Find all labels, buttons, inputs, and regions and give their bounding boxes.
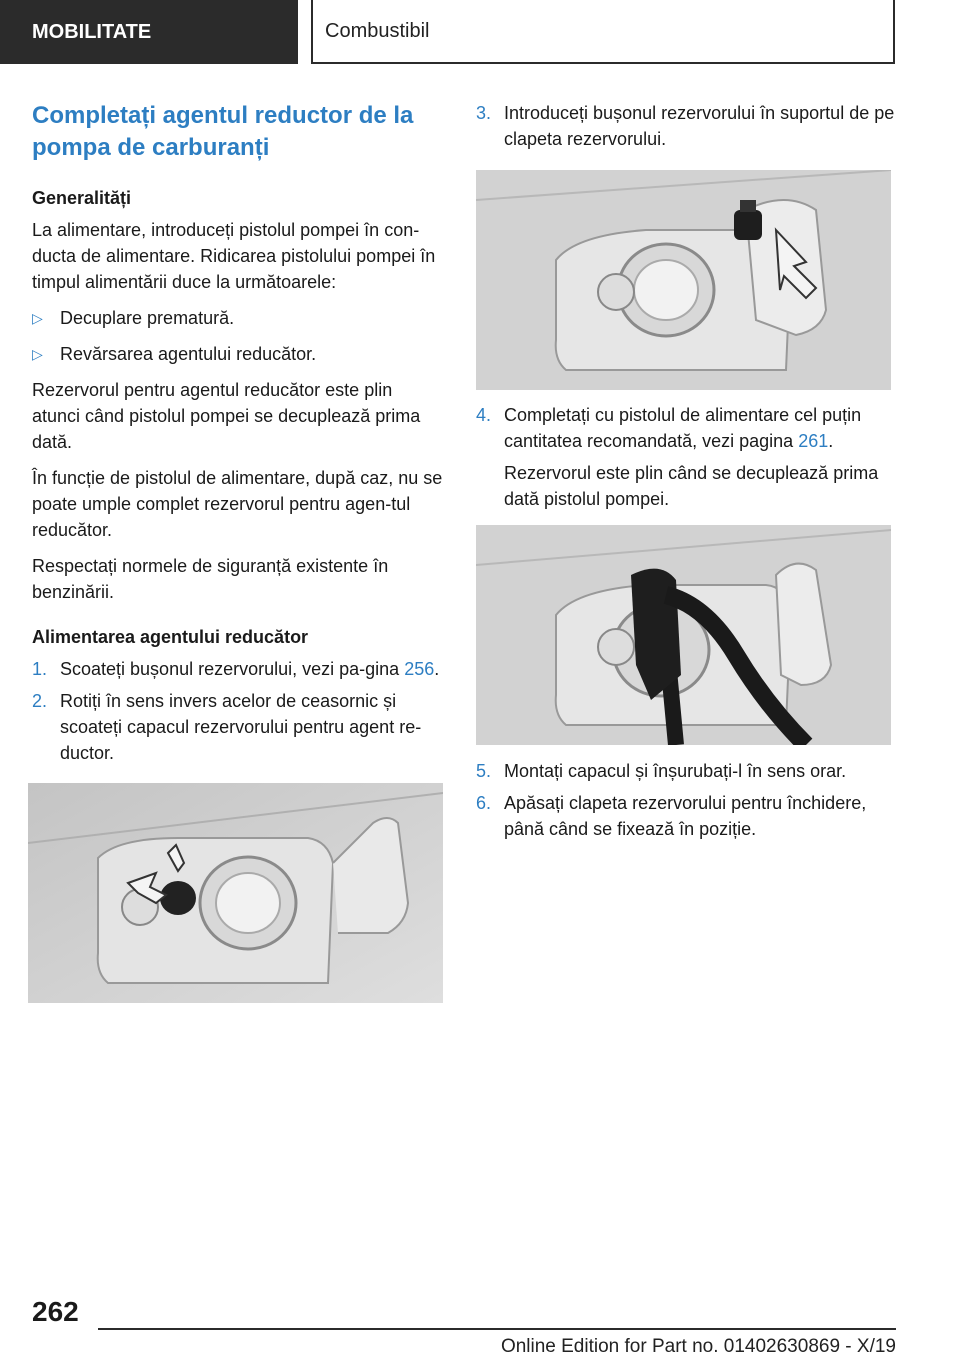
step-number: 2. (32, 691, 48, 711)
right-column-bottom (476, 758, 896, 848)
bullet-item (32, 305, 444, 331)
triangle-bullet-icon: ▷ (32, 346, 43, 362)
step-end: . (828, 431, 834, 451)
step-1 (32, 656, 444, 682)
step-number: 1. (32, 659, 48, 679)
fuel-flap-photo-nozzle (476, 525, 891, 745)
step-text: Montați capacul și înșurubați-l în sens orar. (504, 761, 847, 781)
step-note: Rezervorul este plin când se decuplează prima dată pistolul pompei. (504, 463, 879, 509)
page-link[interactable]: 256 (404, 659, 435, 679)
step-3 (476, 100, 896, 152)
step-6 (476, 790, 896, 842)
step-end: . (434, 659, 440, 679)
triangle-bullet-icon: ▷ (32, 310, 43, 326)
fuel-flap-photo-cap-holder (476, 170, 891, 390)
step-number: 3. (476, 103, 492, 123)
step-number: 5. (476, 761, 492, 781)
bullet-text: Revărsarea agentului reducător. (60, 344, 317, 364)
right-column-mid (476, 402, 896, 522)
refuel-heading: Alimentarea agentului reducător (32, 627, 309, 647)
step-text: Scoateți bușonul rezervorului, vezi pa-gina (60, 659, 405, 679)
footer-divider (98, 1328, 896, 1330)
step-number: 6. (476, 793, 492, 813)
right-column (476, 100, 896, 158)
paragraph: Respectați normele de siguranță existente în benzinării. (32, 556, 389, 602)
paragraph: În funcție de pistolul de alimentare, după caz, nu se poate umple complet rezervorul pentru agen-tul reducător. (32, 468, 443, 540)
step-5 (476, 758, 896, 784)
left-column (32, 100, 444, 772)
step-text: Introduceți bușonul rezervorului în suportul de pe clapeta rezervorului. (504, 103, 895, 149)
section-tab: MOBILITATE (0, 0, 298, 64)
step-number: 4. (476, 405, 492, 425)
bullet-text: Decuplare prematură. (60, 308, 235, 328)
chapter-tab: Combustibil (311, 0, 895, 64)
step-4 (476, 402, 896, 454)
page-number: 262 (32, 1296, 79, 1327)
paragraph: Rezervorul pentru agentul reducător este plin atunci când pistolul pompei se decuplează prima dată. (32, 380, 421, 452)
step-text: Rotiți în sens invers acelor de ceasornic și scoateți capacul rezervorului pentru agent re-ductor. (60, 691, 422, 763)
step-text: Completați cu pistolul de alimentare cel puțin cantitatea recomandată, vezi pagina (504, 405, 862, 451)
general-text: La alimentare, introduceți pistolul pompei în con-ducta de alimentare. Ridicarea pistolului pompei în timpul alimentării duce la următoarele: (32, 220, 436, 292)
footer-edition: Online Edition for Part no. 01402630869 - X/19 (500, 1336, 896, 1357)
bullet-item (32, 341, 444, 367)
page-title: Completați agentul reductor de la pompa de carburanți (32, 102, 414, 161)
fuel-flap-photo-remove-cap (28, 783, 443, 1003)
step-2 (32, 688, 444, 766)
page-link[interactable]: 261 (798, 431, 829, 451)
step-text: Apăsați clapeta rezervorului pentru închidere, până când se fixează în poziție. (504, 793, 867, 839)
general-heading: Generalități (32, 188, 132, 208)
